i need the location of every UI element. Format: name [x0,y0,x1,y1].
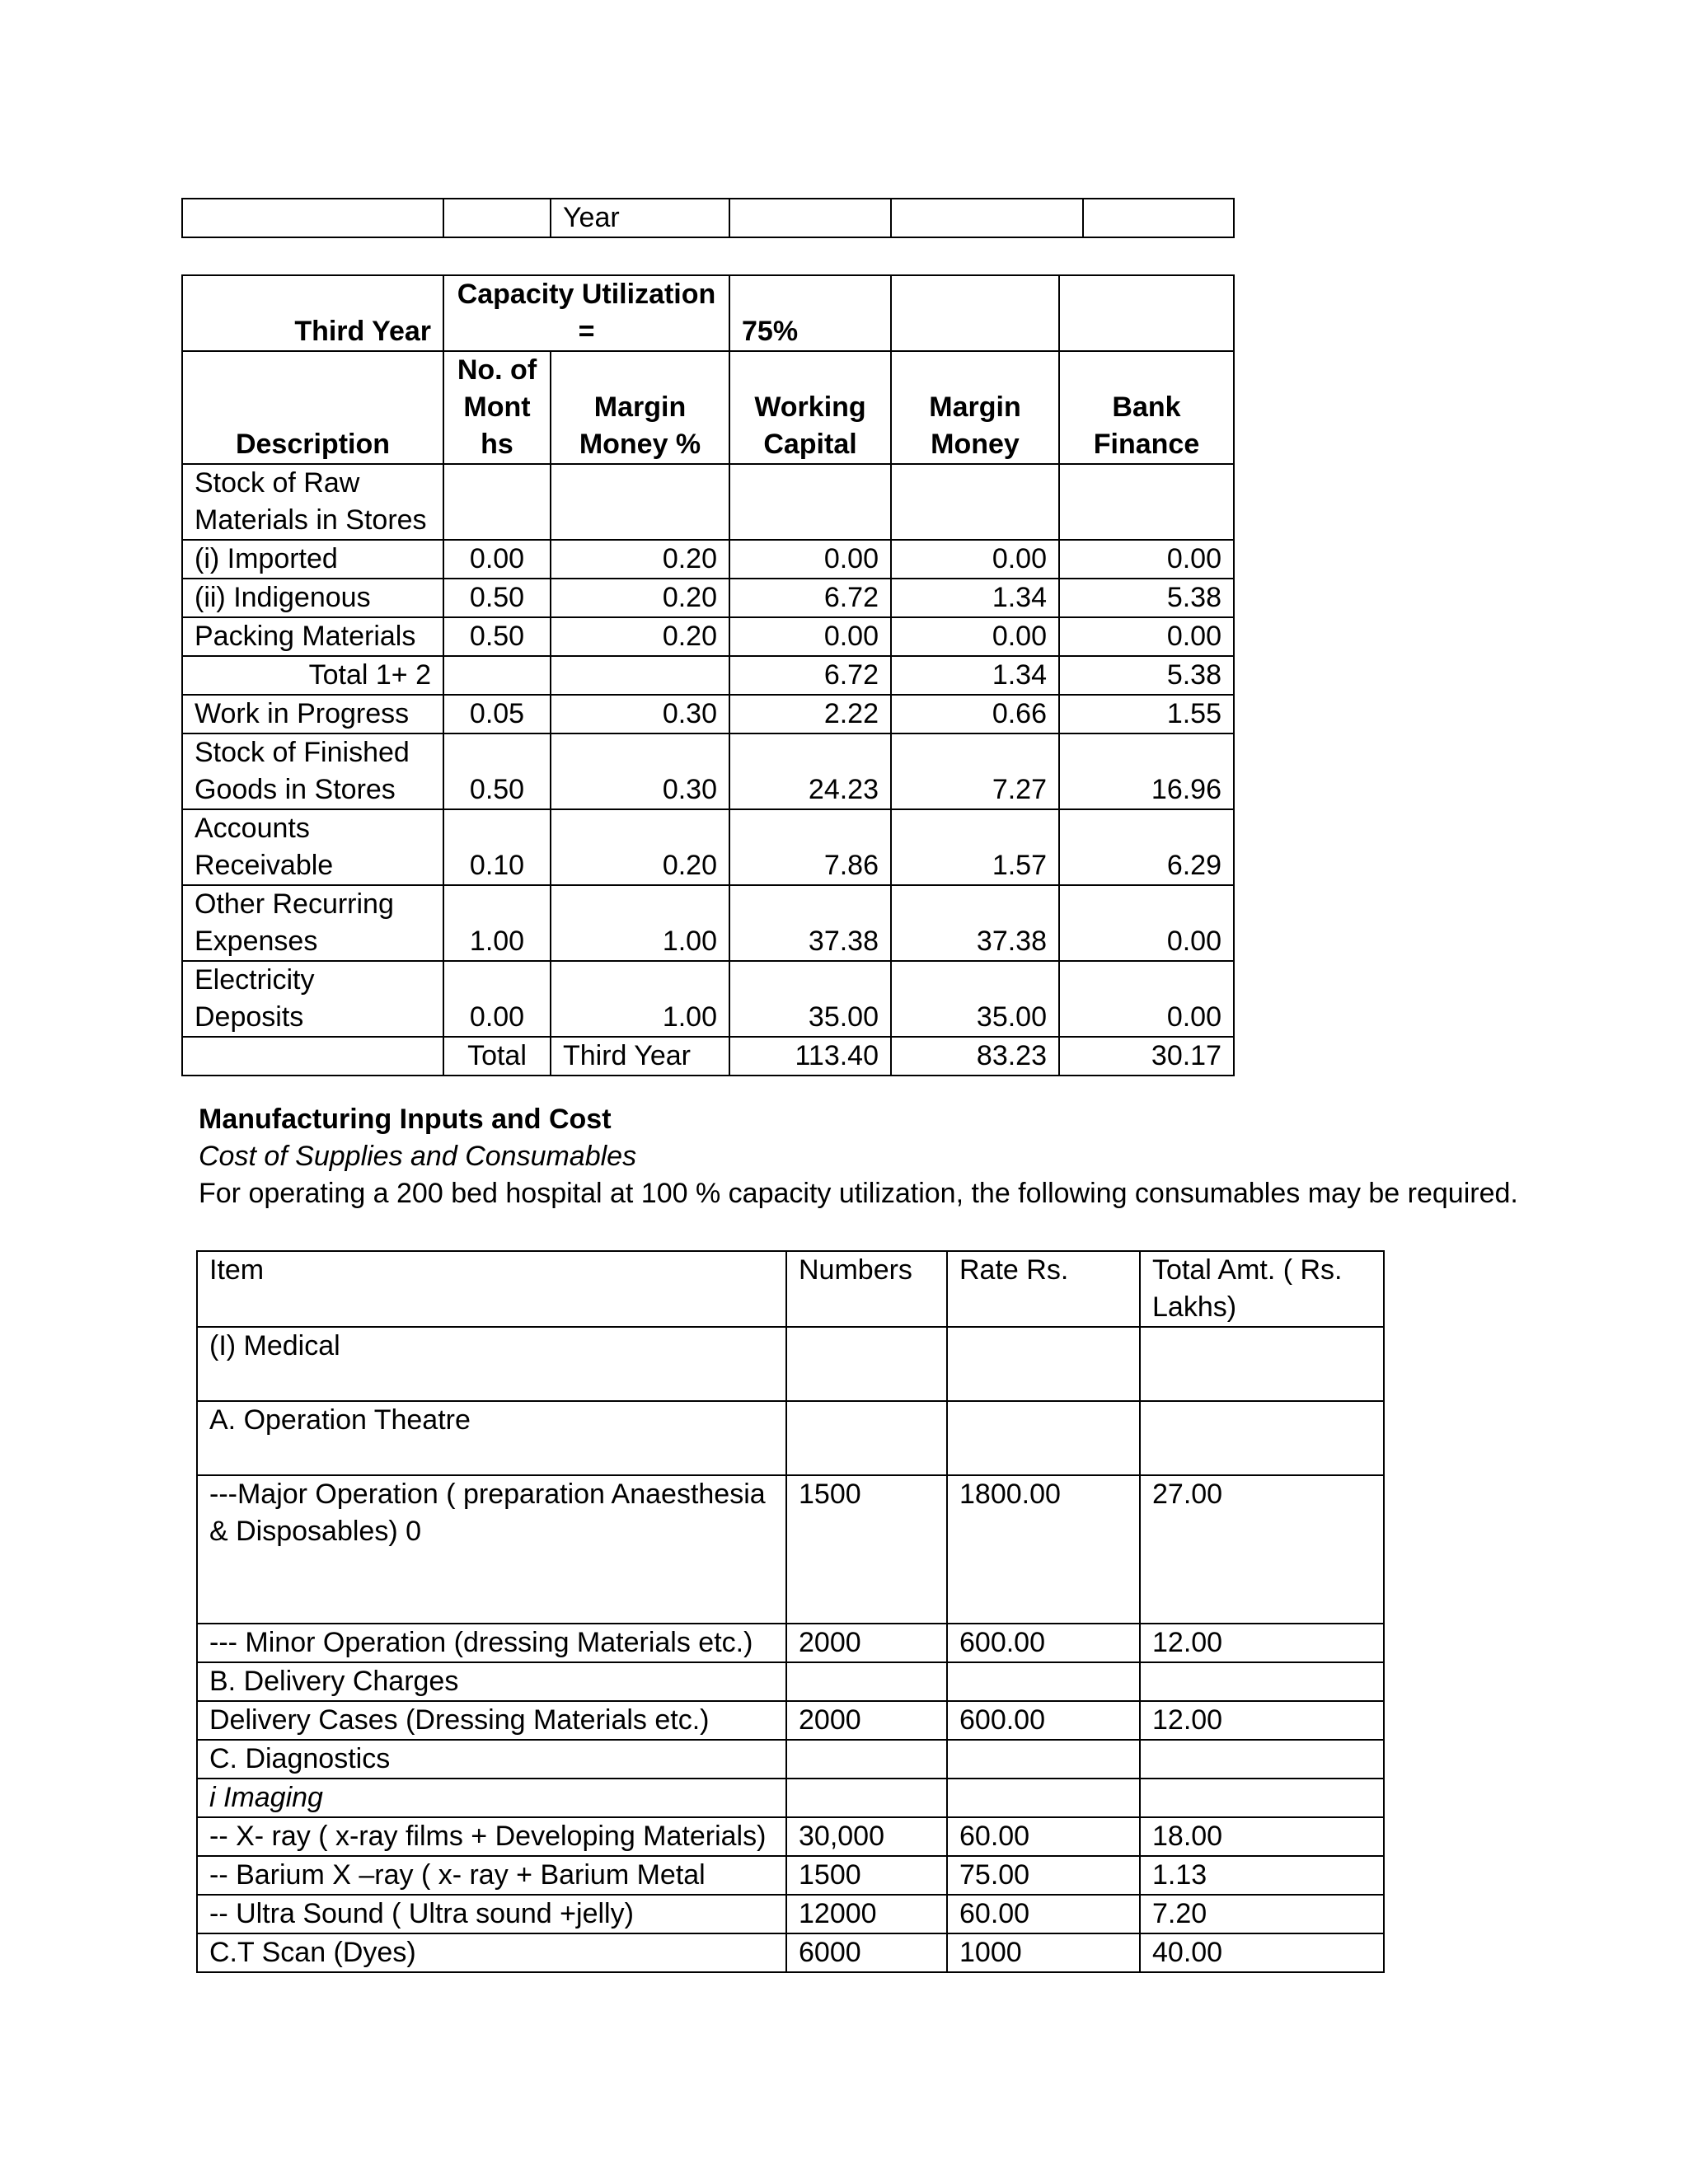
period-header: Third Year [182,275,443,351]
row-item: (I) Medical [197,1327,786,1401]
table-row [197,1327,1384,1401]
row-item: --- Minor Operation (dressing Materials etc.) [197,1624,786,1662]
table-row [182,540,1234,579]
row-numbers: 6000 [786,1933,947,1972]
row-desc: Other Recurring Expenses [182,885,443,961]
table-row [182,464,1234,540]
row-wc: 6.72 [729,656,891,695]
row-months: 0.00 [443,961,551,1037]
row-numbers [786,1740,947,1779]
row-total: 7.20 [1140,1895,1384,1933]
rate-header: Rate Rs. [947,1251,1140,1327]
table-row [197,1817,1384,1856]
row-bf: 0.00 [1059,885,1234,961]
row-months: 1.00 [443,885,551,961]
cell [182,199,443,237]
row-item: C. Diagnostics [197,1740,786,1779]
row-mm: 37.38 [891,885,1059,961]
row-item: -- Barium X –ray ( x- ray + Barium Metal [197,1856,786,1895]
row-rate: 1000 [947,1933,1140,1972]
row-months: 0.05 [443,695,551,733]
row-total [1140,1662,1384,1701]
row-wc: 0.00 [729,540,891,579]
cell [1059,275,1234,351]
table-row [182,733,1234,809]
total-mm: 83.23 [891,1037,1059,1076]
section-subtitle: Cost of Supplies and Consumables [199,1141,637,1172]
row-mm: 0.00 [891,617,1059,656]
table-row [182,885,1234,961]
row-total: 18.00 [1140,1817,1384,1856]
table-row [197,1401,1384,1475]
row-total: 40.00 [1140,1933,1384,1972]
capacity-label: Capacity Utilization = [443,275,729,351]
row-mm: 0.66 [891,695,1059,733]
row-months: 0.10 [443,809,551,885]
row-bf: 6.29 [1059,809,1234,885]
total-header: Total Amt. ( Rs. Lakhs) [1140,1251,1384,1327]
row-wc [729,464,891,540]
row-rate [947,1779,1140,1817]
table-row [197,1701,1384,1740]
row-rate: 60.00 [947,1895,1140,1933]
row-item: -- X- ray ( x-ray films + Developing Materials) [197,1817,786,1856]
row-item: i Imaging [197,1779,786,1817]
row-rate [947,1401,1140,1475]
header-row-1 [182,275,1234,351]
row-numbers [786,1779,947,1817]
row-numbers: 1500 [786,1856,947,1895]
capacity-value: 75% [729,275,891,351]
numbers-header: Numbers [786,1251,947,1327]
total-label: Total [443,1037,551,1076]
table-row [197,1856,1384,1895]
months-header: No. of Mont hs [443,351,551,464]
table-row [197,1624,1384,1662]
row-bf: 5.38 [1059,656,1234,695]
margin-money-header: Margin Money [891,351,1059,464]
working-capital-table [181,274,1235,1076]
row-desc: (i) Imported [182,540,443,579]
row-mm: 1.34 [891,656,1059,695]
row-rate [947,1327,1140,1401]
working-capital-header: Working Capital [729,351,891,464]
table-row [182,579,1234,617]
cell [443,199,551,237]
row-bf: 0.00 [1059,540,1234,579]
row-mm: 7.27 [891,733,1059,809]
row-rate: 1800.00 [947,1475,1140,1624]
row-mm: 35.00 [891,961,1059,1037]
table-row [197,1475,1384,1624]
cell [891,199,1083,237]
section-title: Manufacturing Inputs and Cost [199,1104,612,1135]
consumables-table [196,1250,1385,1973]
row-item: ---Major Operation ( preparation Anaesthesia & Disposables) 0 [197,1475,786,1624]
row-item: Delivery Cases (Dressing Materials etc.) [197,1701,786,1740]
row-bf: 1.55 [1059,695,1234,733]
row-wc: 37.38 [729,885,891,961]
row-bf: 0.00 [1059,617,1234,656]
cell [182,1037,443,1076]
row-numbers [786,1327,947,1401]
row-pct: 0.20 [551,579,729,617]
row-rate: 600.00 [947,1701,1140,1740]
total-row [182,1037,1234,1076]
row-total: 27.00 [1140,1475,1384,1624]
row-rate: 60.00 [947,1817,1140,1856]
table-row [197,1662,1384,1701]
row-rate [947,1740,1140,1779]
row-item: A. Operation Theatre [197,1401,786,1475]
row-pct: 0.20 [551,617,729,656]
row-pct: 0.20 [551,540,729,579]
table-row [182,961,1234,1037]
row-wc: 2.22 [729,695,891,733]
row-wc: 24.23 [729,733,891,809]
section-paragraph: For operating a 200 bed hospital at 100 % capacity utilization, the following consumables may be required. [199,1178,1518,1209]
table-row [182,656,1234,695]
table-row [182,695,1234,733]
row-numbers: 2000 [786,1624,947,1662]
total-bf: 30.17 [1059,1037,1234,1076]
row-desc: Stock of Finished Goods in Stores [182,733,443,809]
year-label: Year [551,199,729,237]
row-numbers: 1500 [786,1475,947,1624]
row-bf [1059,464,1234,540]
row-rate: 600.00 [947,1624,1140,1662]
row-desc: Electricity Deposits [182,961,443,1037]
row-total [1140,1740,1384,1779]
row-mm [891,464,1059,540]
row-total: 1.13 [1140,1856,1384,1895]
row-desc: Packing Materials [182,617,443,656]
row-months: 0.00 [443,540,551,579]
table-row [197,1895,1384,1933]
cell [891,275,1059,351]
row-numbers: 2000 [786,1701,947,1740]
bank-finance-header: Bank Finance [1059,351,1234,464]
row-numbers [786,1401,947,1475]
row-bf: 0.00 [1059,961,1234,1037]
row-bf: 16.96 [1059,733,1234,809]
row-item: B. Delivery Charges [197,1662,786,1701]
row-rate: 75.00 [947,1856,1140,1895]
total-period: Third Year [551,1037,729,1076]
row-months: 0.50 [443,617,551,656]
year-row [182,199,1234,237]
row-numbers: 12000 [786,1895,947,1933]
row-desc: (ii) Indigenous [182,579,443,617]
row-numbers: 30,000 [786,1817,947,1856]
table-row [182,617,1234,656]
row-months [443,464,551,540]
margin-pct-header: Margin Money % [551,351,729,464]
row-mm: 1.34 [891,579,1059,617]
table-row [182,809,1234,885]
row-months [443,656,551,695]
row-mm: 0.00 [891,540,1059,579]
row-pct: 0.20 [551,809,729,885]
row-pct [551,464,729,540]
row-wc: 35.00 [729,961,891,1037]
total-wc: 113.40 [729,1037,891,1076]
row-rate [947,1662,1140,1701]
row-total: 12.00 [1140,1624,1384,1662]
row-desc: Stock of Raw Materials in Stores [182,464,443,540]
item-header: Item [197,1251,786,1327]
row-item: -- Ultra Sound ( Ultra sound +jelly) [197,1895,786,1933]
row-desc: Total 1+ 2 [182,656,443,695]
row-total [1140,1401,1384,1475]
row-item: C.T Scan (Dyes) [197,1933,786,1972]
row-wc: 7.86 [729,809,891,885]
row-desc: Work in Progress [182,695,443,733]
cell [729,199,891,237]
header-row-2 [182,351,1234,464]
cell [1083,199,1234,237]
year-table [181,198,1235,238]
row-wc: 0.00 [729,617,891,656]
table-row [197,1779,1384,1817]
header-row [197,1251,1384,1327]
row-desc: Accounts Receivable [182,809,443,885]
row-pct: 1.00 [551,885,729,961]
row-wc: 6.72 [729,579,891,617]
table-row [197,1933,1384,1972]
table-row [197,1740,1384,1779]
row-total [1140,1779,1384,1817]
row-total: 12.00 [1140,1701,1384,1740]
row-mm: 1.57 [891,809,1059,885]
description-header: Description [182,351,443,464]
row-total [1140,1327,1384,1401]
row-pct: 0.30 [551,733,729,809]
row-months: 0.50 [443,579,551,617]
row-bf: 5.38 [1059,579,1234,617]
row-months: 0.50 [443,733,551,809]
row-pct: 1.00 [551,961,729,1037]
row-pct [551,656,729,695]
row-pct: 0.30 [551,695,729,733]
row-numbers [786,1662,947,1701]
